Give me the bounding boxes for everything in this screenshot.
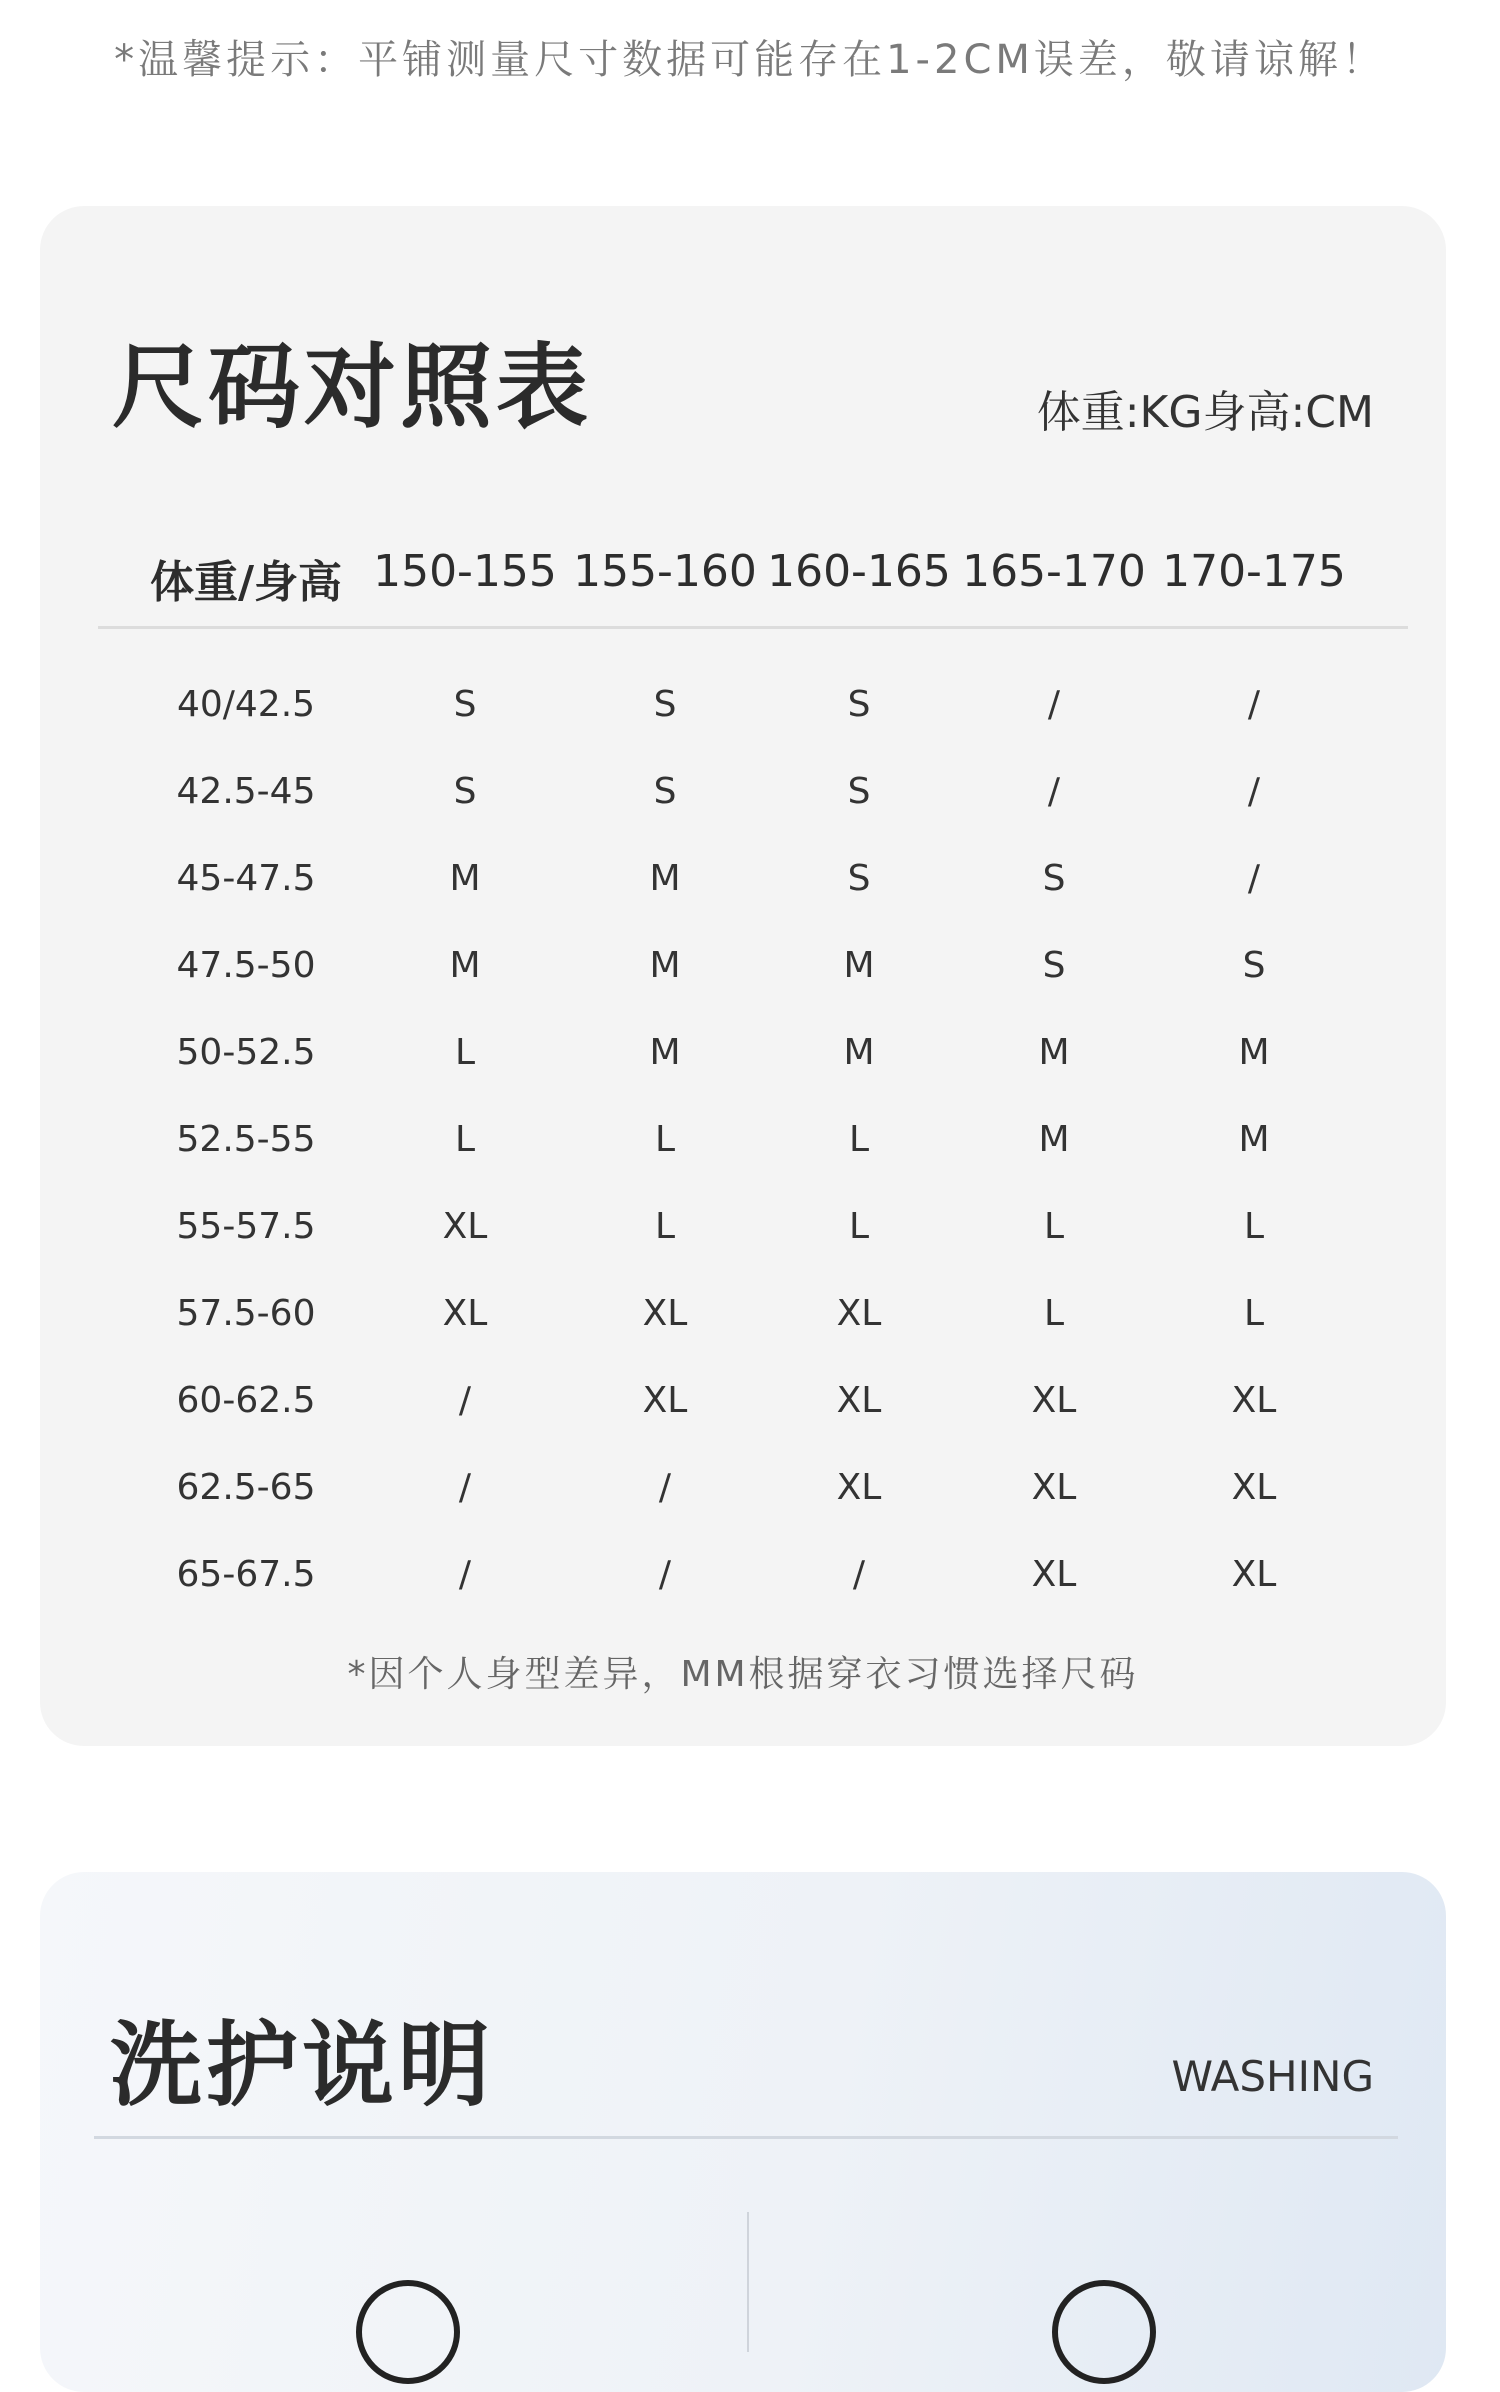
size-cell: L bbox=[454, 1032, 476, 1073]
weight-range-cell: 57.5-60 bbox=[176, 1293, 316, 1334]
size-cell: S bbox=[847, 858, 871, 899]
size-cell: / bbox=[1047, 684, 1061, 725]
size-cell: XL bbox=[1231, 1554, 1277, 1595]
size-chart-title: 尺码对照表 bbox=[112, 334, 593, 441]
weight-range-cell: 47.5-50 bbox=[176, 945, 316, 986]
size-cell: L bbox=[1043, 1206, 1065, 1247]
header-cell-height-range: 160-165 bbox=[767, 546, 951, 597]
table-row bbox=[40, 753, 1446, 840]
size-cell: S bbox=[1042, 858, 1066, 899]
table-row bbox=[40, 666, 1446, 753]
size-cell: S bbox=[653, 684, 677, 725]
size-cell: S bbox=[1042, 945, 1066, 986]
weight-range-cell: 55-57.5 bbox=[176, 1206, 316, 1247]
washing-column-divider bbox=[747, 2212, 749, 2352]
header-cell-weight-height: 体重/身高 bbox=[149, 557, 343, 608]
size-cell: S bbox=[847, 684, 871, 725]
size-cell: S bbox=[453, 771, 477, 812]
table-row bbox=[40, 927, 1446, 1014]
washing-subtitle: WASHING bbox=[1171, 2052, 1374, 2101]
size-cell: / bbox=[458, 1380, 472, 1421]
size-cell: M bbox=[843, 1032, 875, 1073]
size-cell: M bbox=[449, 858, 481, 899]
size-cell: M bbox=[1238, 1119, 1270, 1160]
size-cell: XL bbox=[642, 1293, 688, 1334]
weight-range-cell: 65-67.5 bbox=[176, 1554, 316, 1595]
size-cell: / bbox=[458, 1467, 472, 1508]
size-cell: XL bbox=[836, 1380, 882, 1421]
table-row bbox=[40, 1449, 1446, 1536]
weight-range-cell: 52.5-55 bbox=[176, 1119, 316, 1160]
table-row bbox=[40, 1101, 1446, 1188]
size-cell: / bbox=[1047, 771, 1061, 812]
size-cell: M bbox=[1238, 1032, 1270, 1073]
size-cell: XL bbox=[1231, 1467, 1277, 1508]
header-cell-height-range: 150-155 bbox=[373, 546, 557, 597]
size-cell: S bbox=[653, 771, 677, 812]
size-chart-card bbox=[40, 206, 1446, 1746]
weight-range-cell: 45-47.5 bbox=[176, 858, 316, 899]
size-cell: M bbox=[1038, 1032, 1070, 1073]
table-row bbox=[40, 1536, 1446, 1623]
size-cell: XL bbox=[836, 1467, 882, 1508]
weight-range-cell: 50-52.5 bbox=[176, 1032, 316, 1073]
table-row bbox=[40, 1362, 1446, 1449]
size-cell: L bbox=[1243, 1206, 1265, 1247]
size-cell: L bbox=[654, 1119, 676, 1160]
size-cell: XL bbox=[642, 1380, 688, 1421]
size-cell: XL bbox=[1031, 1554, 1077, 1595]
table-row bbox=[40, 1188, 1446, 1275]
table-row bbox=[40, 840, 1446, 927]
size-cell: L bbox=[654, 1206, 676, 1247]
size-chart-unit-label: 体重:KG身高:CM bbox=[1036, 387, 1374, 438]
washing-title: 洗护说明 bbox=[110, 2012, 495, 2119]
weight-range-cell: 40/42.5 bbox=[176, 684, 316, 725]
size-cell: S bbox=[847, 771, 871, 812]
size-cell: / bbox=[1247, 684, 1261, 725]
size-cell: M bbox=[843, 945, 875, 986]
measurement-tip: *温馨提示：平铺测量尺寸数据可能存在1-2CM误差，敬请谅解！ bbox=[114, 37, 1386, 83]
weight-range-cell: 60-62.5 bbox=[176, 1380, 316, 1421]
size-cell: M bbox=[649, 945, 681, 986]
size-cell: L bbox=[848, 1119, 870, 1160]
size-cell: L bbox=[848, 1206, 870, 1247]
size-cell: XL bbox=[442, 1206, 488, 1247]
size-cell: S bbox=[453, 684, 477, 725]
size-cell: XL bbox=[1031, 1467, 1077, 1508]
table-row bbox=[40, 1014, 1446, 1101]
wash-symbol-icon bbox=[1052, 2280, 1156, 2384]
size-cell: M bbox=[649, 858, 681, 899]
size-cell: XL bbox=[1031, 1380, 1077, 1421]
size-cell: / bbox=[852, 1554, 866, 1595]
size-table-header bbox=[40, 546, 1446, 626]
size-cell: XL bbox=[442, 1293, 488, 1334]
size-chart-note: *因个人身型差异，MM根据穿衣习惯选择尺码 bbox=[347, 1654, 1139, 1695]
header-divider bbox=[98, 626, 1408, 629]
weight-range-cell: 62.5-65 bbox=[176, 1467, 316, 1508]
size-cell: / bbox=[458, 1554, 472, 1595]
size-cell: XL bbox=[836, 1293, 882, 1334]
size-cell: L bbox=[454, 1119, 476, 1160]
wash-symbol-icon bbox=[356, 2280, 460, 2384]
header-cell-height-range: 170-175 bbox=[1162, 546, 1346, 597]
table-row bbox=[40, 1275, 1446, 1362]
size-cell: L bbox=[1243, 1293, 1265, 1334]
size-cell: L bbox=[1043, 1293, 1065, 1334]
size-cell: / bbox=[658, 1467, 672, 1508]
washing-card bbox=[40, 1872, 1446, 2392]
header-cell-height-range: 165-170 bbox=[962, 546, 1146, 597]
size-cell: XL bbox=[1231, 1380, 1277, 1421]
size-table-body bbox=[40, 666, 1446, 1623]
size-cell: / bbox=[658, 1554, 672, 1595]
size-cell: S bbox=[1242, 945, 1266, 986]
size-cell: M bbox=[1038, 1119, 1070, 1160]
size-cell: M bbox=[449, 945, 481, 986]
header-cell-height-range: 155-160 bbox=[573, 546, 757, 597]
size-cell: / bbox=[1247, 771, 1261, 812]
washing-divider bbox=[94, 2136, 1398, 2139]
size-cell: / bbox=[1247, 858, 1261, 899]
weight-range-cell: 42.5-45 bbox=[176, 771, 316, 812]
size-cell: M bbox=[649, 1032, 681, 1073]
